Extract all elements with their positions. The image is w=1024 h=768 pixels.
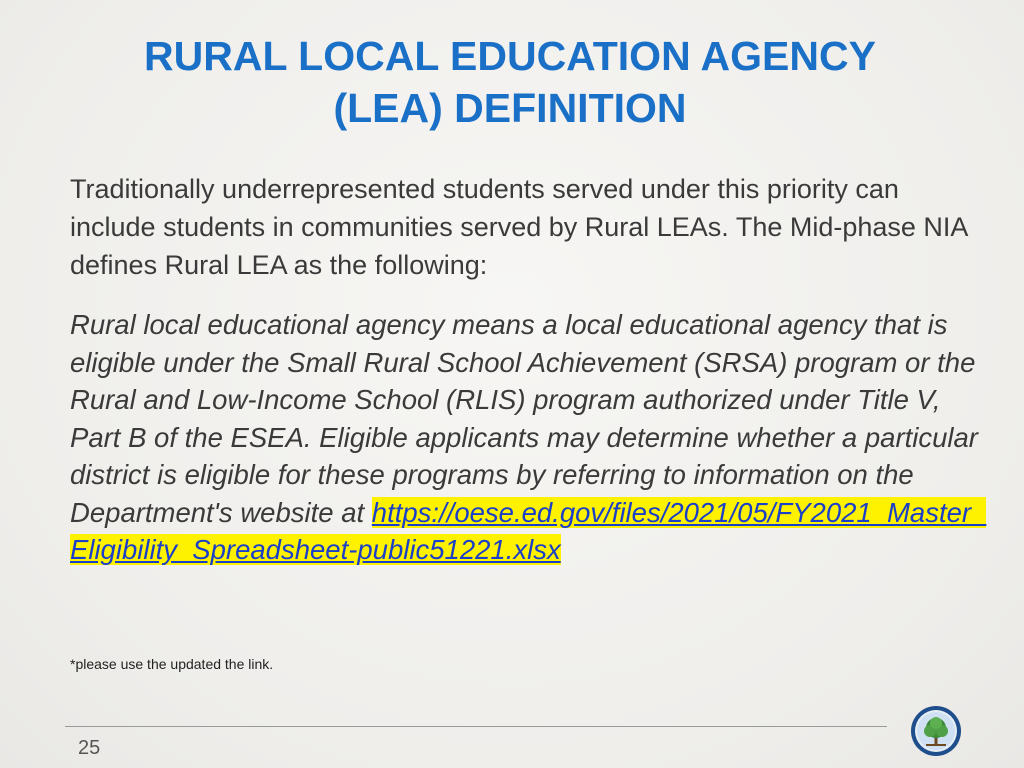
definition-text: Rural local educational agency means a local educational agency that is eligible under the Small Rural School Achievement (SRSA) program or the Rural and Low-Income School (RLIS) program authorized under Title V, Part B of the ESEA. Eligible applicants may determine whether a particular district is eligible for these programs by referring to information on the Department's website at — [70, 309, 978, 528]
department-seal-icon — [910, 705, 962, 757]
link-note: *please use the updated the link. — [70, 656, 274, 672]
page-number: 25 — [78, 737, 101, 759]
eligibility-spreadsheet-link[interactable]: https://oese.ed.gov/files/2021/05/FY2021_Master_Eligibility_Spreadsheet-public51221.xlsx — [70, 496, 987, 565]
intro-paragraph: Traditionally underrepresented students served under this priority can include students in communities served by Rural LEAs. The Mid-phase NIA defines Rural LEA as the following: — [70, 174, 967, 280]
definition-paragraph — [70, 306, 990, 569]
footer-divider — [65, 726, 887, 727]
title-line-1: RURAL LOCAL EDUCATION AGENCY — [144, 33, 876, 79]
slide-title — [60, 30, 960, 134]
title-line-2: (LEA) DEFINITION — [333, 85, 687, 131]
